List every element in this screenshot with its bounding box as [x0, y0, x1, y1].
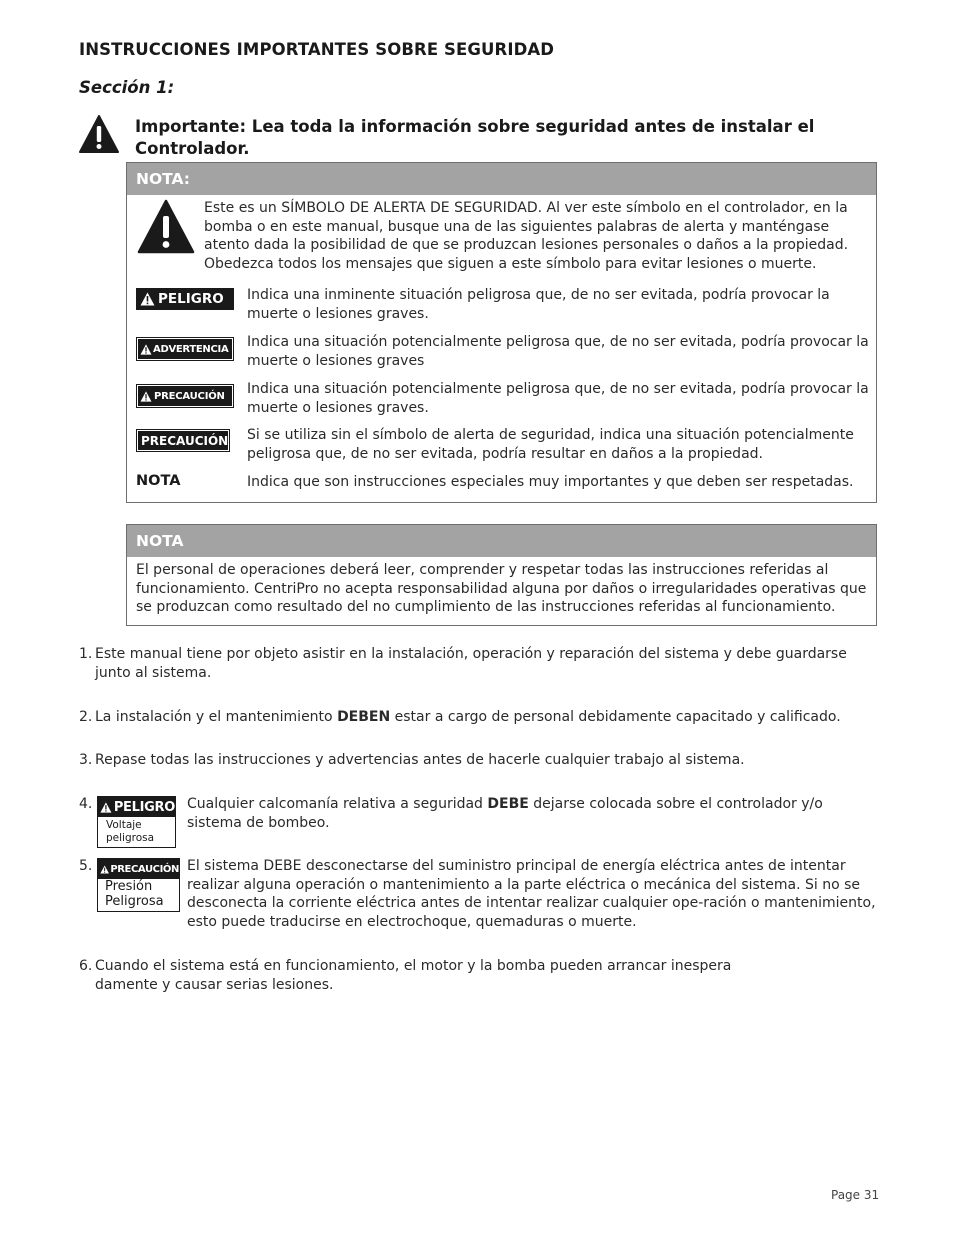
nota-label: NOTA: [136, 473, 181, 489]
list-number: 4.: [79, 796, 93, 812]
decal-subtext: peligrosa: [106, 831, 155, 844]
warning-triangle-icon: [100, 801, 112, 814]
page-heading: INSTRUCCIONES IMPORTANTES SOBRE SEGURIDAD: [79, 40, 555, 59]
warning-triangle-icon: [140, 391, 152, 402]
safety-symbols-box: [126, 162, 877, 503]
decal-subtext: Presión: [105, 879, 153, 894]
safety-alert-symbol-icon: [136, 199, 196, 255]
advertencia-label-text: ADVERTENCIA: [153, 343, 229, 355]
warning-triangle-icon: [140, 344, 152, 355]
peligro-decal-label: [97, 796, 176, 848]
warning-triangle-icon: [140, 292, 155, 306]
precaucion-alert-label: [136, 384, 234, 408]
nota-description: Indica que son instrucciones especiales muy importantes y que deben ser respetadas.: [247, 474, 854, 490]
operations-note-text: El personal de operaciones deberá leer, comprender y respetar todas las instrucciones referidas al funcionamiento. CentriPro no acepta responsabilidad alguna por daños o irregularidades operativas que se produzcan como resultado del no cumplimiento de las instrucciones referidas al funcionamiento.: [136, 562, 867, 615]
safety-intro-text: Este es un SÍMBOLO DE ALERTA DE SEGURIDAD. Al ver este símbolo en el controlador, en la bomba o en este manual, busque una de las siguientes palabras de alerta y manténgase atento dada la posibilidad de que se produzcan lesiones personales o daños a la propiedad. Obedezca todos los mensajes que siguen a este símbolo para evitar lesiones o muerte.: [204, 200, 849, 272]
peligro-description: Indica una inminente situación peligrosa que, de no ser evitada, podría provocar la muerte o lesiones graves.: [247, 287, 830, 322]
list-number: 1.: [79, 646, 93, 662]
emphasis-text: DEBE: [487, 796, 529, 812]
precaucion-description: Si se utiliza sin el símbolo de alerta de seguridad, indica una situación potencialmente peligrosa que, de no ser evitada, podría resultar en daños a la propiedad.: [247, 427, 854, 462]
decal-subtext: Peligrosa: [105, 894, 164, 909]
section-title: Sección 1:: [79, 78, 175, 97]
decal-subtext: Voltaje: [106, 819, 142, 831]
precaucion-alert-label-text: PRECAUCIÓN: [154, 390, 225, 402]
precaucion-decal-text: PRECAUCIÓN: [110, 863, 179, 875]
list-item: [79, 645, 879, 685]
list-number: 6.: [79, 958, 93, 974]
peligro-label: [136, 288, 234, 310]
list-text: Repase todas las instrucciones y advertencias antes de hacerle cualquier trabajo al sistema.: [95, 752, 745, 768]
advertencia-label: [136, 337, 234, 361]
list-number: 2.: [79, 709, 93, 725]
list-text: Cuando el sistema está en funcionamiento, el motor y la bomba pueden arrancar inespera damente y causar serias lesiones.: [95, 958, 732, 993]
list-text: Cualquier calcomanía relativa a seguridad DEBE dejarse colocada sobre el controlador y/o sistema de bombeo.: [187, 796, 823, 831]
precaucion-label: [136, 429, 230, 452]
page-number: Page 31: [831, 1188, 880, 1202]
precaucion-alert-description: Indica una situación potencialmente peligrosa que, de no ser evitada, podría provocar la muerte o lesiones graves.: [247, 381, 869, 416]
safety-box-title: NOTA:: [127, 163, 876, 195]
list-number: 5.: [79, 858, 93, 874]
operations-note-box: [126, 524, 877, 626]
peligro-label-text: PELIGRO: [158, 291, 224, 307]
precaucion-decal-label: [97, 858, 180, 912]
list-item: [79, 708, 879, 728]
emphasis-text: DEBEN: [337, 709, 391, 725]
list-item: [79, 957, 879, 997]
important-notice: Importante: Lea toda la información sobre seguridad antes de instalar el Controlador.: [135, 117, 815, 158]
warning-triangle-icon: [78, 114, 120, 154]
warning-triangle-icon: [100, 864, 109, 875]
list-item: [79, 751, 879, 771]
list-number: 3.: [79, 752, 93, 768]
advertencia-description: Indica una situación potencialmente peligrosa que, de no ser evitada, podría provocar la muerte o lesiones graves: [247, 334, 869, 369]
list-text: La instalación y el mantenimiento DEBEN estar a cargo de personal debidamente capacitado y calificado.: [95, 709, 841, 725]
precaucion-label-text: PRECAUCIÓN: [141, 433, 229, 448]
peligro-decal-text: PELIGRO: [113, 799, 175, 815]
list-text: Este manual tiene por objeto asistir en la instalación, operación y reparación del sistema y debe guardarse junto al sistema.: [95, 646, 847, 681]
operations-note-title: NOTA: [127, 525, 876, 557]
list-text: El sistema DEBE desconectarse del suministro principal de energía eléctrica antes de intentar realizar alguna operación o mantenimiento a la parte eléctrica o mecánica del sistema. Si no se desconecta la corriente eléctrica antes de intentar realizar cualquier ope-ración o mantenimiento, esto puede traducirse en electrochoque, quemaduras o muerte.: [187, 858, 876, 930]
